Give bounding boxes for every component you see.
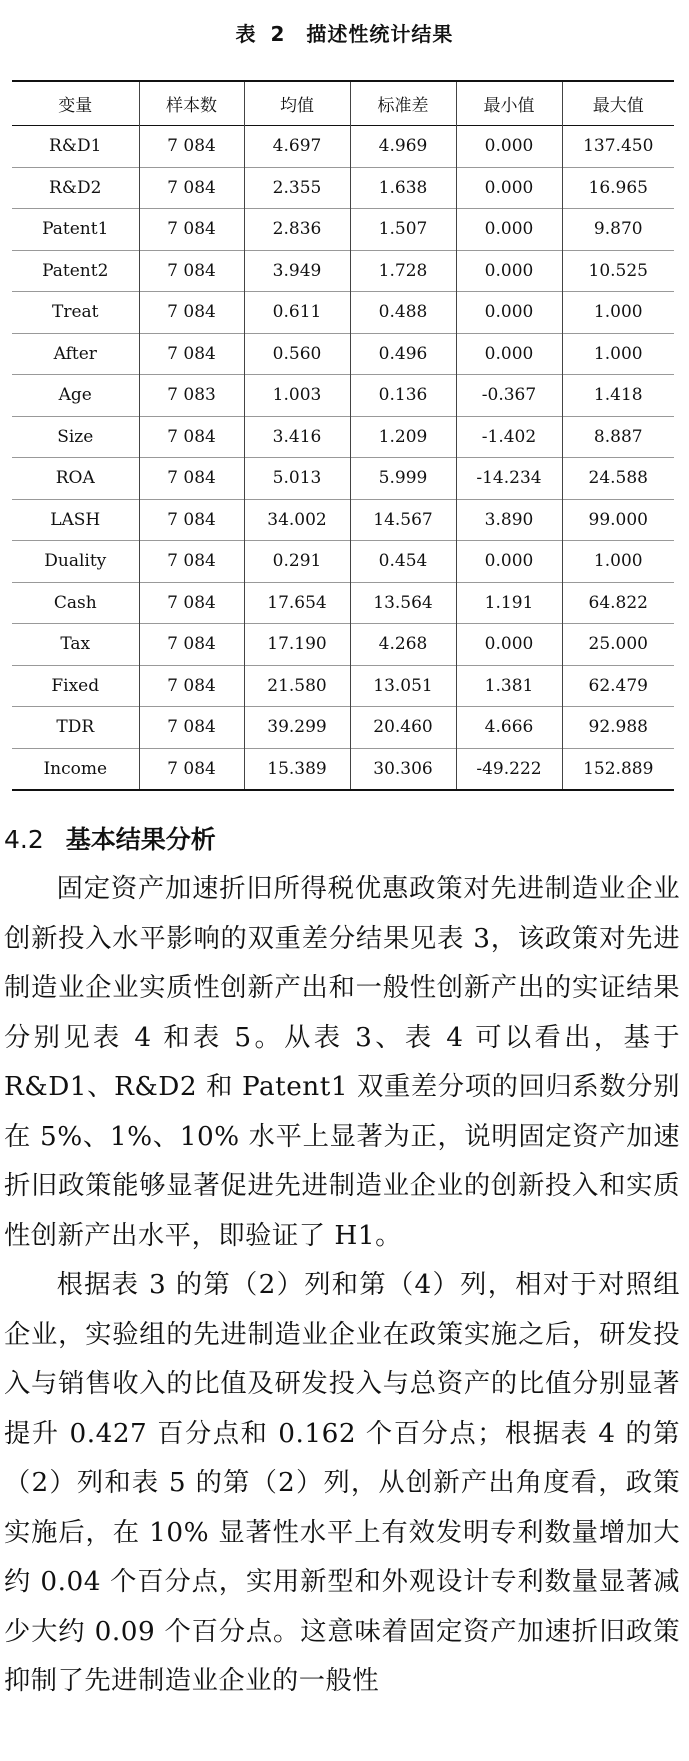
table-row	[12, 126, 674, 168]
table-cell: 0.496	[350, 333, 456, 375]
table-row	[12, 416, 674, 458]
table-cell: 30.306	[350, 748, 456, 790]
table-cell: 7 084	[139, 748, 244, 790]
table-cell: 4.268	[350, 624, 456, 666]
table-cell: 0.000	[456, 126, 562, 168]
table-cell: 1.003	[244, 375, 350, 417]
column-header: 标准差	[350, 81, 456, 126]
table-cell: -0.367	[456, 375, 562, 417]
table-row	[12, 458, 674, 500]
table-row	[12, 665, 674, 707]
table-cell: 4.697	[244, 126, 350, 168]
table-cell: -14.234	[456, 458, 562, 500]
table-cell: 10.525	[562, 250, 674, 292]
table-cell: 1.191	[456, 582, 562, 624]
table-cell: Age	[12, 375, 139, 417]
table-cell: 7 084	[139, 126, 244, 168]
table-cell: 20.460	[350, 707, 456, 749]
table-cell: 0.454	[350, 541, 456, 583]
table-body	[12, 126, 674, 791]
statistics-table	[12, 80, 674, 791]
body-text	[4, 865, 680, 1707]
table-cell: R&D1	[12, 126, 139, 168]
table-cell: 0.136	[350, 375, 456, 417]
table-row	[12, 748, 674, 790]
table-cell: 7 084	[139, 458, 244, 500]
paragraph: 固定资产加速折旧所得税优惠政策对先进制造业企业创新投入水平影响的双重差分结果见表 3，该政策对先进制造业企业实质性创新产出和一般性创新产出的实证结果分别见表 4 和表 5。从表 3、表 4 可以看出，基于 R&D1、R&D2 和 Patent1 双重差分项的回归系数分别在 5%、1%、10% 水平上显著为正，说明固定资产加速折旧政策能够显著促进先进制造业企业的创新投入和实质性创新产出水平，即验证了 H1。	[4, 874, 680, 1251]
table-cell: Fixed	[12, 665, 139, 707]
table-cell: 3.949	[244, 250, 350, 292]
table-cell: 7 084	[139, 624, 244, 666]
table-row	[12, 707, 674, 749]
table-cell: Size	[12, 416, 139, 458]
table-cell: 0.000	[456, 624, 562, 666]
table-row	[12, 541, 674, 583]
section-title: 基本结果分析	[65, 825, 216, 854]
table-cell: 5.999	[350, 458, 456, 500]
table-cell: 5.013	[244, 458, 350, 500]
table-cell: 7 084	[139, 707, 244, 749]
table-cell: 39.299	[244, 707, 350, 749]
table-cell: 7 084	[139, 167, 244, 209]
table-cell: 14.567	[350, 499, 456, 541]
table-cell: 0.488	[350, 292, 456, 334]
table-cell: 7 083	[139, 375, 244, 417]
table-cell: 1.418	[562, 375, 674, 417]
table-cell: 1.638	[350, 167, 456, 209]
table-cell: 0.000	[456, 209, 562, 251]
table-cell: Duality	[12, 541, 139, 583]
table-cell: 1.507	[350, 209, 456, 251]
table-cell: TDR	[12, 707, 139, 749]
table-cell: Treat	[12, 292, 139, 334]
paragraph: 根据表 3 的第（2）列和第（4）列，相对于对照组企业，实验组的先进制造业企业在政策实施之后，研发投入与销售收入的比值及研发投入与总资产的比值分别显著提升 0.427 百分点和 0.162 个百分点；根据表 4 的第（2）列和表 5 的第（2）列，从创新产出角度看，政策实施后，在 10% 显著性水平上有效发明专利数量增加大约 0.04 个百分点，实用新型和外观设计专利数量显著减少大约 0.09 个百分点。这意味着固定资产加速折旧政策抑制了先进制造业企业的一般性	[4, 1270, 680, 1696]
table-cell: 1.000	[562, 541, 674, 583]
table-cell: Tax	[12, 624, 139, 666]
table-cell: 0.000	[456, 333, 562, 375]
table-cell: Patent2	[12, 250, 139, 292]
column-header: 最小值	[456, 81, 562, 126]
table-cell: After	[12, 333, 139, 375]
table-cell: 7 084	[139, 541, 244, 583]
table-cell: 1.728	[350, 250, 456, 292]
table-header-row	[12, 81, 674, 126]
table-cell: 1.381	[456, 665, 562, 707]
table-cell: 0.291	[244, 541, 350, 583]
table-cell: 92.988	[562, 707, 674, 749]
column-header: 变量	[12, 81, 139, 126]
column-header: 样本数	[139, 81, 244, 126]
table-cell: 0.560	[244, 333, 350, 375]
table-title: 表 2 描述性统计结果	[235, 22, 454, 46]
table-cell: 17.654	[244, 582, 350, 624]
table-cell: 7 084	[139, 499, 244, 541]
table-cell: 0.000	[456, 250, 562, 292]
section-heading	[4, 820, 216, 856]
table-row	[12, 582, 674, 624]
table-cell: R&D2	[12, 167, 139, 209]
table-cell: 25.000	[562, 624, 674, 666]
table-cell: 24.588	[562, 458, 674, 500]
table-cell: 1.000	[562, 292, 674, 334]
table-cell: 7 084	[139, 582, 244, 624]
table-row	[12, 167, 674, 209]
table-cell: 34.002	[244, 499, 350, 541]
table-cell: 16.965	[562, 167, 674, 209]
table-cell: ROA	[12, 458, 139, 500]
table-cell: 1.209	[350, 416, 456, 458]
table-cell: 4.969	[350, 126, 456, 168]
section-number: 4.2	[4, 825, 44, 854]
table-row	[12, 209, 674, 251]
table-cell: 99.000	[562, 499, 674, 541]
table-row	[12, 250, 674, 292]
table-cell: 64.822	[562, 582, 674, 624]
table-cell: 4.666	[456, 707, 562, 749]
table-cell: 21.580	[244, 665, 350, 707]
table-cell: Cash	[12, 582, 139, 624]
table-row	[12, 499, 674, 541]
table-cell: 7 084	[139, 250, 244, 292]
table-cell: 3.890	[456, 499, 562, 541]
table-cell: 1.000	[562, 333, 674, 375]
table-cell: -49.222	[456, 748, 562, 790]
table-cell: Patent1	[12, 209, 139, 251]
table-cell: 17.190	[244, 624, 350, 666]
table-cell: 13.564	[350, 582, 456, 624]
table-row	[12, 375, 674, 417]
table-cell: 7 084	[139, 292, 244, 334]
table-cell: 2.836	[244, 209, 350, 251]
table-cell: 62.479	[562, 665, 674, 707]
table-row	[12, 624, 674, 666]
table-cell: 0.000	[456, 167, 562, 209]
table-cell: 2.355	[244, 167, 350, 209]
table-cell: 15.389	[244, 748, 350, 790]
table-cell: 8.887	[562, 416, 674, 458]
table-cell: 152.889	[562, 748, 674, 790]
table-cell: 9.870	[562, 209, 674, 251]
table-cell: -1.402	[456, 416, 562, 458]
table-row	[12, 333, 674, 375]
column-header: 最大值	[562, 81, 674, 126]
table-cell: 0.611	[244, 292, 350, 334]
table-cell: 0.000	[456, 292, 562, 334]
table-cell: 3.416	[244, 416, 350, 458]
table-cell: 7 084	[139, 416, 244, 458]
column-header: 均值	[244, 81, 350, 126]
table-cell: 13.051	[350, 665, 456, 707]
table-cell: 137.450	[562, 126, 674, 168]
table-cell: 7 084	[139, 665, 244, 707]
table-cell: 0.000	[456, 541, 562, 583]
table-cell: Income	[12, 748, 139, 790]
table-cell: 7 084	[139, 333, 244, 375]
table-row	[12, 292, 674, 334]
table-cell: LASH	[12, 499, 139, 541]
table-cell: 7 084	[139, 209, 244, 251]
